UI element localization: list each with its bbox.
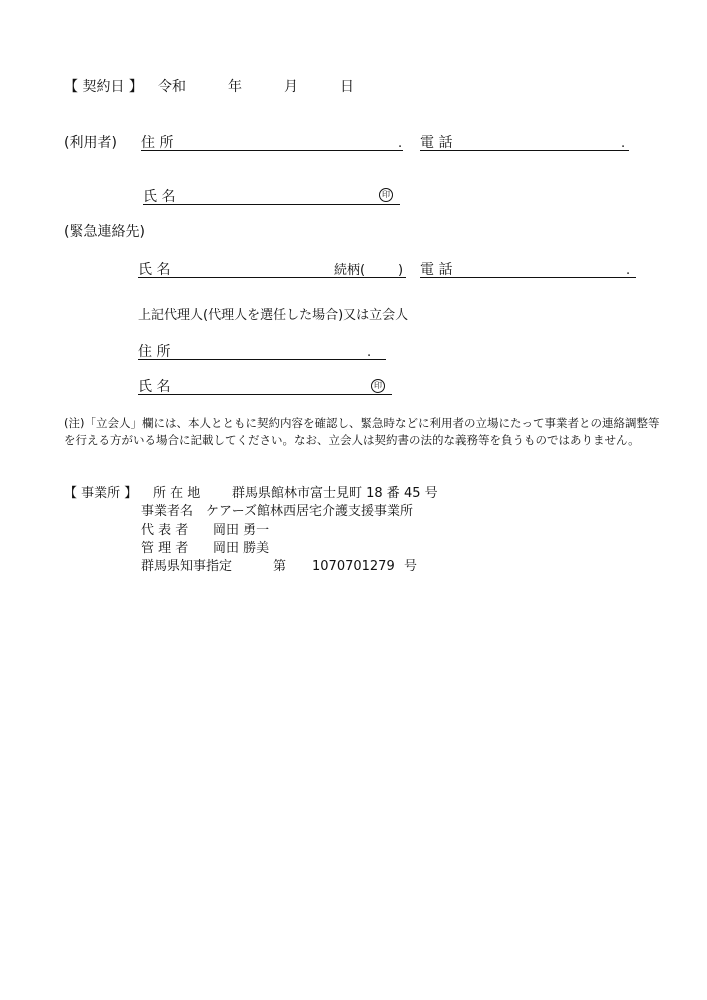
proxy-seal-mark: 印 [371,379,385,393]
contract-date-month: 月 [284,79,298,95]
proxy-name-field[interactable] [138,394,392,395]
user-phone-field[interactable] [420,150,629,151]
office-rep-label: 代 表 者 [141,523,189,538]
witness-note: (注)「立会人」欄には、本人とともに契約内容を確認し、緊急時などに利用者の立場にたって事業者との連絡調整等を行える方がいる場合に記載してください。なお、立会人は契約書の法的な義務等を負うものではありません。 [64,416,660,447]
emergency-section-label: (緊急連絡先) [64,224,145,240]
office-business-value: ケアーズ館林西居宅介護支援事業所 [206,504,413,519]
contract-date-day: 日 [340,79,354,95]
office-location-value: 群馬県館林市富士見町 18 番 45 号 [232,486,438,501]
proxy-name-label: 氏 名 [138,379,171,395]
office-business-label: 事業者名 [141,504,194,519]
proxy-heading: 上記代理人(代理人を選任した場合)又は立会人 [138,308,409,323]
proxy-address-end: . [367,345,372,360]
emergency-name-label: 氏 名 [138,262,171,278]
office-designation-label: 群馬県知事指定 [141,559,233,574]
emergency-phone-label: 電 話 [420,262,453,278]
proxy-address-label: 住 所 [138,344,171,360]
user-phone-end: . [621,136,626,151]
office-designation-prefix: 第 [273,559,287,574]
user-address-end: . [398,136,403,151]
emergency-relation-label: 続柄( [334,263,366,278]
contract-date-year: 年 [228,79,242,95]
emergency-phone-field[interactable] [420,277,636,278]
user-phone-label: 電 話 [420,135,453,151]
user-name-label: 氏 名 [143,189,176,205]
user-address-field[interactable] [141,150,403,151]
office-manager-label: 管 理 者 [141,541,189,556]
office-designation-suffix: 号 [404,559,418,574]
user-address-label: 住 所 [141,135,174,151]
office-manager-value: 岡田 勝美 [213,541,270,556]
user-name-field[interactable] [143,204,400,205]
proxy-address-field[interactable] [138,359,386,360]
user-seal-mark: 印 [379,188,393,202]
office-section-label: 【 事業所 】 [64,486,138,501]
office-location-label: 所 在 地 [153,486,201,501]
emergency-name-field[interactable] [138,277,406,278]
contract-date-era: 令和 [158,79,186,95]
emergency-relation-close: ) [398,263,404,278]
office-rep-value: 岡田 勇一 [213,523,270,538]
contract-date-label: 【 契約日 】 [64,79,143,95]
user-section-label: (利用者) [64,135,117,151]
emergency-phone-end: . [626,263,631,278]
office-designation-number: 1070701279 [312,559,395,574]
